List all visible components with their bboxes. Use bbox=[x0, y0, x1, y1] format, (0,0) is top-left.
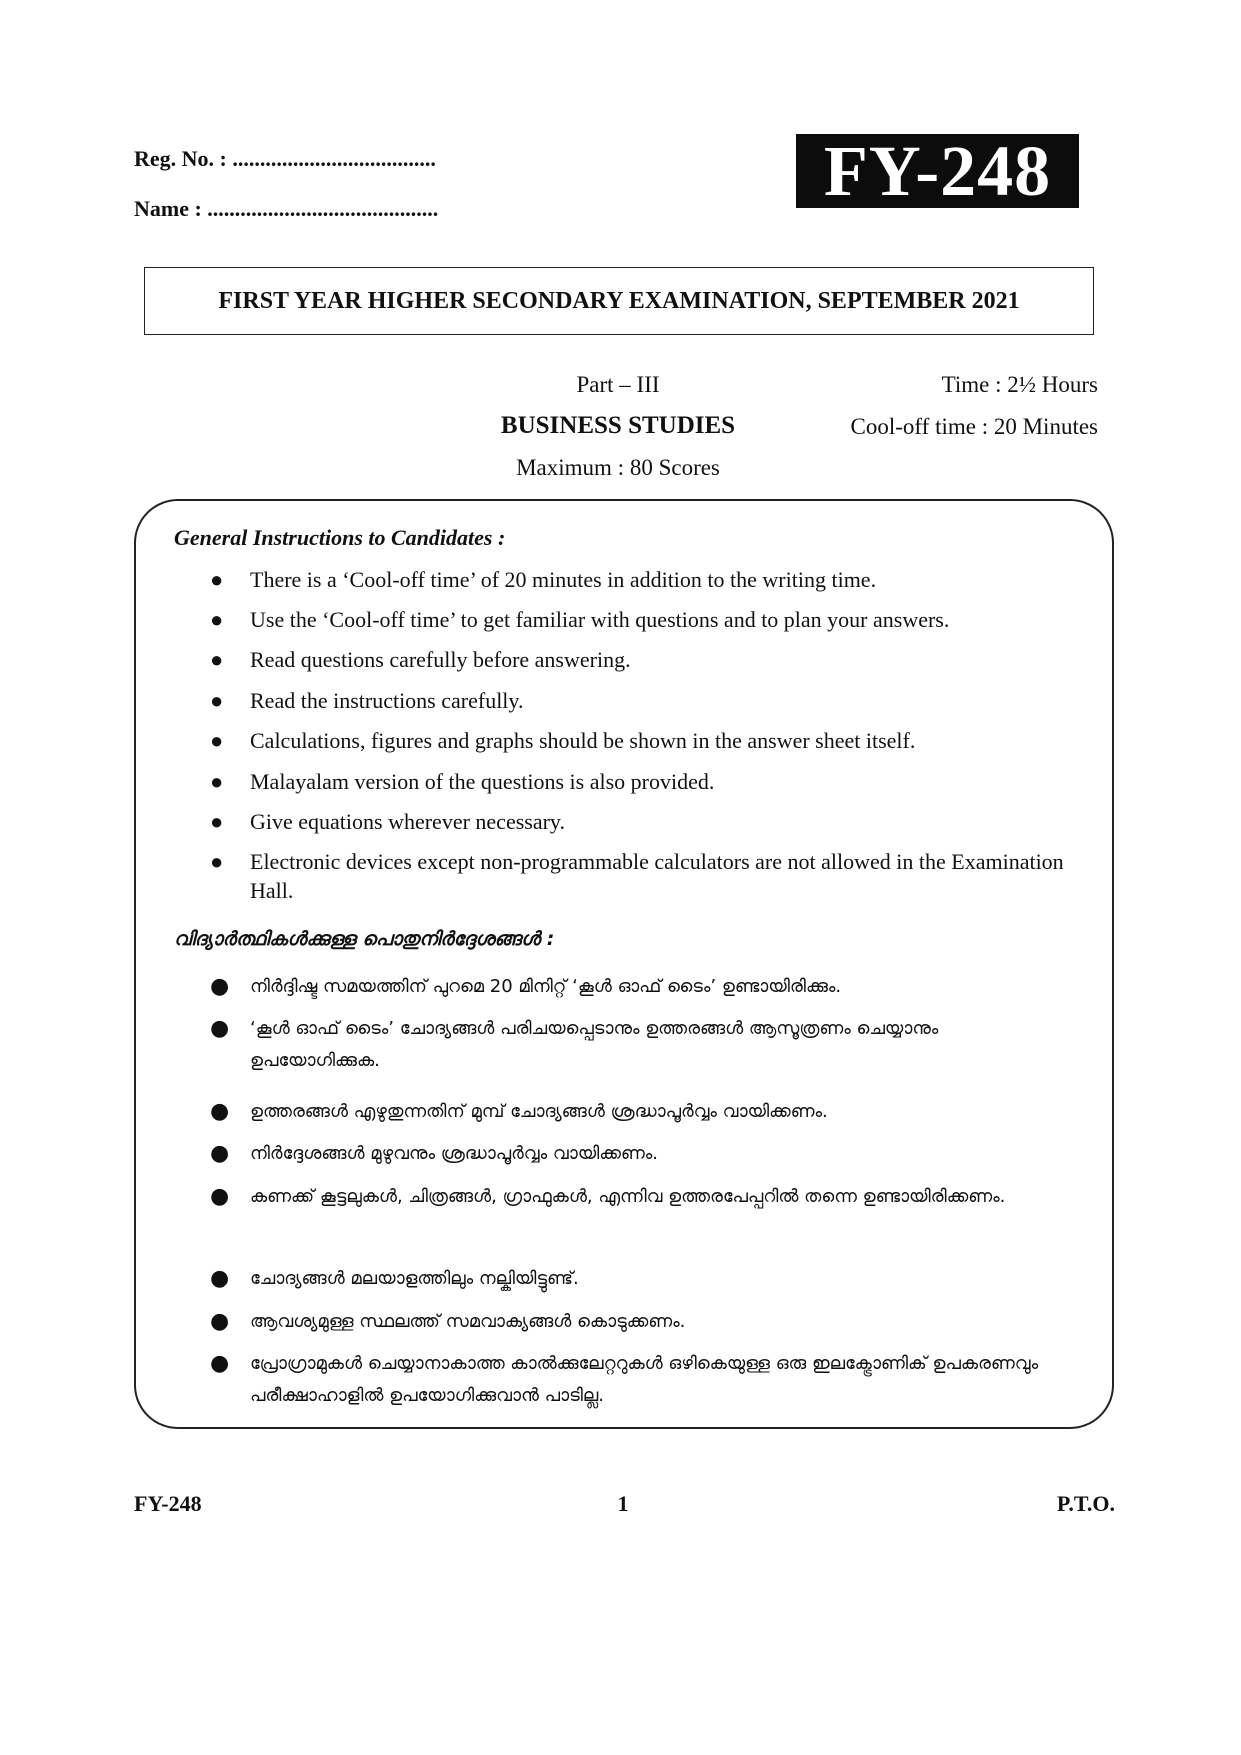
instruction-item: ● നിർദ്ദേശങ്ങൾ മുഴുവനും ശ്രദ്ധാപൂർവ്വം വായിക്കണം. bbox=[250, 1138, 1068, 1170]
bullet-icon: ● bbox=[210, 688, 224, 713]
instruction-item: ● Malayalam version of the questions is also provided. bbox=[210, 769, 715, 794]
instruction-item: ● കണക്ക് കൂട്ടലുകൾ, ചിത്രങ്ങൾ, ഗ്രാഫുകൾ, എന്നിവ ഉത്തരപേപ്പറിൽ തന്നെ ഉണ്ടായിരിക്കണം. bbox=[250, 1181, 1068, 1213]
instruction-item: ● There is a ‘Cool-off time’ of 20 minutes in addition to the writing time. bbox=[210, 567, 877, 592]
bullet-icon: ● bbox=[210, 1309, 230, 1334]
instructions-panel bbox=[134, 499, 1114, 1429]
instruction-item: ● ‘കൂൾ ഓഫ് ടൈം’ ചോദ്യങ്ങൾ പരിചയപ്പെടാനും ഉത്തരങ്ങൾ ആസൂത്രണം ചെയ്യാനും ഉപയോഗിക്കുക. bbox=[250, 1013, 1068, 1077]
instruction-item: ● പ്രോഗ്രാമുകൾ ചെയ്യാനാകാത്ത കാൽക്കുലേറ്ററുകൾ ഒഴികെയുള്ള ഒരു ഇലക്ട്രോണിക് ഉപകരണവും പരീക്ഷാഹാളിൽ ഉപയോഗിക്കുവാൻ പാടില്ല. bbox=[250, 1348, 1068, 1412]
cool-off-label: Cool-off time : 20 Minutes bbox=[850, 414, 1098, 439]
bullet-icon: ● bbox=[210, 769, 224, 794]
bullet-icon: ● bbox=[210, 809, 224, 834]
exam-title: FIRST YEAR HIGHER SECONDARY EXAMINATION, SEPTEMBER 2021 bbox=[144, 267, 1094, 335]
paper-code-badge: FY-248 bbox=[796, 134, 1079, 208]
bullet-icon: ● bbox=[210, 647, 224, 672]
instruction-item: ● Give equations wherever necessary. bbox=[210, 809, 565, 834]
instruction-item: ● Read the instructions carefully. bbox=[210, 688, 524, 713]
bullet-icon: ● bbox=[210, 849, 224, 874]
bullet-icon: ● bbox=[210, 1016, 230, 1041]
instruction-item: ● Read questions carefully before answering. bbox=[210, 647, 631, 672]
footer-paper-code: FY-248 bbox=[134, 1491, 202, 1516]
bullet-icon: ● bbox=[210, 1141, 230, 1166]
bullet-icon: ● bbox=[210, 567, 224, 592]
instruction-item: ● ആവശ്യമുള്ള സ്ഥലത്ത് സമവാക്യങ്ങൾ കൊടുക്കണം. bbox=[250, 1306, 1068, 1338]
instructions-heading-malayalam: വിദ്യാർത്ഥികൾക്കുള്ള പൊതുനിർദ്ദേശങ്ങൾ : bbox=[174, 928, 555, 950]
max-score: Maximum : 80 Scores bbox=[516, 455, 720, 480]
bullet-icon: ● bbox=[210, 1351, 230, 1376]
pto-label: P.T.O. bbox=[1056, 1491, 1115, 1516]
name-field: Name : .......................................... bbox=[134, 196, 439, 221]
instruction-item: ● Electronic devices except non-programmable calculators are not allowed in the Examination Hall. bbox=[210, 849, 1064, 903]
instructions-heading-english: General Instructions to Candidates : bbox=[174, 525, 506, 550]
bullet-icon: ● bbox=[210, 1099, 230, 1124]
bullet-icon: ● bbox=[210, 607, 224, 632]
instruction-item: ● Calculations, figures and graphs should be shown in the answer sheet itself. bbox=[210, 728, 916, 753]
bullet-icon: ● bbox=[210, 728, 224, 753]
page-number: 1 bbox=[617, 1491, 629, 1516]
bullet-icon: ● bbox=[210, 974, 230, 999]
subject-title: BUSINESS STUDIES bbox=[500, 412, 736, 439]
reg-no-field: Reg. No. : ..................................... bbox=[134, 146, 436, 171]
part-label: Part – III bbox=[576, 372, 660, 397]
instruction-item: ● Use the ‘Cool-off time’ to get familiar with questions and to plan your answers. bbox=[210, 607, 950, 632]
bullet-icon: ● bbox=[210, 1184, 230, 1209]
instruction-item: ● ഉത്തരങ്ങൾ എഴുതുന്നതിന് മുമ്പ് ചോദ്യങ്ങൾ ശ്രദ്ധാപൂർവ്വം വായിക്കണം. bbox=[250, 1096, 1068, 1128]
instruction-item: ● നിർദ്ദിഷ്ട സമയത്തിന് പുറമെ 20 മിനിറ്റ് ‘കൂൾ ഓഫ് ടൈം’ ഉണ്ടായിരിക്കും. bbox=[250, 971, 1068, 1003]
instruction-item: ● ചോദ്യങ്ങൾ മലയാളത്തിലും നല്കിയിട്ടുണ്ട്. bbox=[250, 1263, 1068, 1295]
bullet-icon: ● bbox=[210, 1266, 230, 1291]
time-label: Time : 2½ Hours bbox=[941, 372, 1098, 397]
